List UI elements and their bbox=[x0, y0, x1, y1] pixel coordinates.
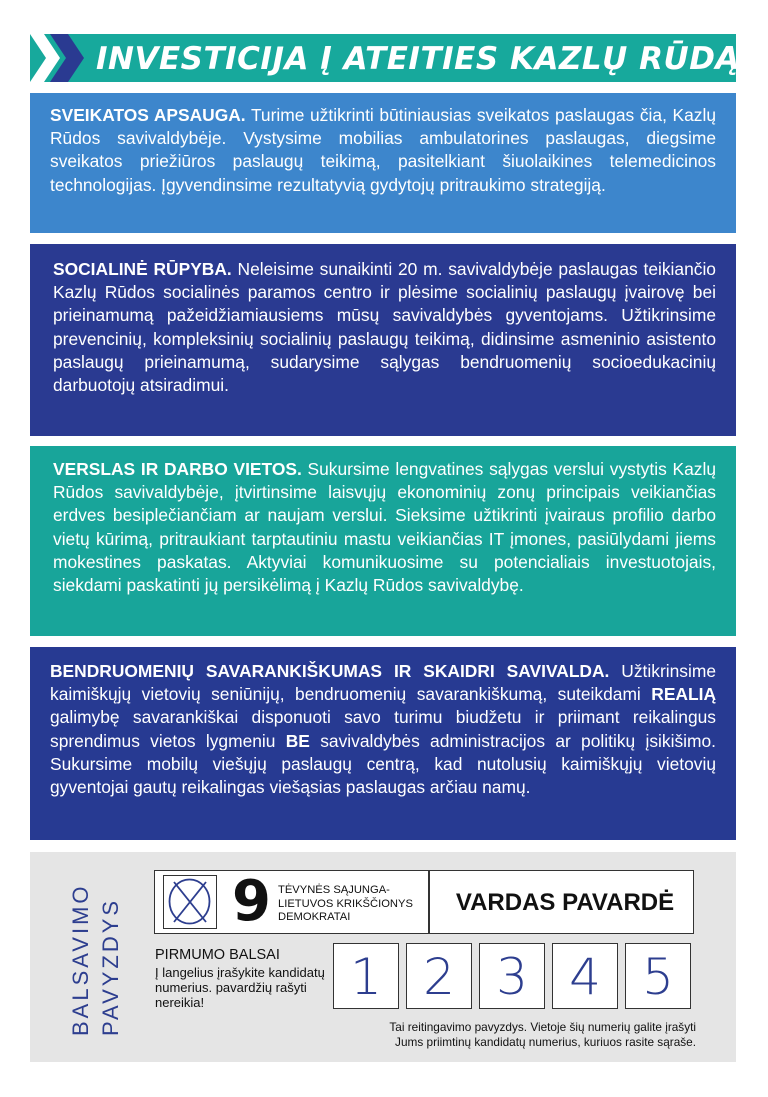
ranking-note-line1: Tai reitingavimo pavyzdys. Vietoje šių numerių galite įrašyti bbox=[389, 1020, 696, 1034]
section-health-text bbox=[30, 93, 736, 197]
party-name bbox=[278, 884, 413, 925]
rank-number: 5 bbox=[642, 948, 674, 1006]
section-business bbox=[30, 446, 736, 636]
section-heading: SVEIKATOS APSAUGA. bbox=[50, 105, 246, 125]
section-social bbox=[30, 244, 736, 436]
party-number: 9 bbox=[232, 869, 271, 934]
vertical-label-line2: PAVYZDYS bbox=[98, 897, 123, 1036]
first-votes-title: PIRMUMO BALSAI bbox=[155, 947, 280, 963]
party-name-line2: LIETUVOS KRIKŠČIONYS bbox=[278, 897, 413, 910]
rank-box-1 bbox=[333, 943, 399, 1009]
ranking-note bbox=[330, 1020, 696, 1050]
ballot-vertical-label bbox=[38, 876, 138, 1041]
rank-box-4 bbox=[552, 943, 618, 1009]
section-heading: VERSLAS IR DARBO VIETOS. bbox=[53, 459, 302, 479]
section-heading: BENDRUOMENIŲ SAVARANKIŠKUMAS IR SKAIDRI SAVIVALDA. bbox=[50, 661, 610, 681]
vertical-label-line1: BALSAVIMO bbox=[68, 883, 93, 1036]
x-mark-in-circle-icon bbox=[164, 876, 215, 927]
section-social-text bbox=[30, 244, 736, 397]
section-business-text bbox=[30, 446, 736, 597]
rank-box-3 bbox=[479, 943, 545, 1009]
section-community-text bbox=[30, 647, 736, 799]
section-health bbox=[30, 93, 736, 233]
rank-number: 4 bbox=[569, 948, 601, 1006]
section-body: Neleisime sunaikinti 20 m. savivaldybėje paslaugas teikiančio Kazlų Rūdos socialinės paramos centro ir plėsime socialinių paslaugų įvairovę bei prieinamumą pažeidžiamiausiems mūsų savivaldybės gyventojams. Užtikrinsime prevencinių, kompleksinių socialinių paslaugų teikimą, didinsime asmeninio asistento paslaugų prieinamumą, sudarysime sąlygas bendruomenių socioedukacinių darbuotojų atsiradimui. bbox=[53, 259, 716, 396]
candidate-name: VARDAS PAVARDĖ bbox=[455, 889, 675, 916]
section-heading: SOCIALINĖ RŪPYBA. bbox=[53, 259, 232, 279]
ballot-mark-box bbox=[163, 875, 217, 929]
rank-number: 3 bbox=[496, 948, 528, 1006]
section-body-part: savivaldybės administracijos ar politikų įsikišimo. Sukursime mobilų viešųjų paslaugų centrą, kad nutolusių kaimiškųjų vietovių gyventojai gautų reikalingas viešąsias paslaugas arčiau namų. bbox=[50, 730, 716, 798]
ranking-note-line2: Jums priimtinų kandidatų numerius, kuriuos rasite sąraše. bbox=[395, 1035, 696, 1049]
party-name-line3: DEMOKRATAI bbox=[278, 911, 351, 923]
section-emphasis: BE bbox=[285, 730, 310, 751]
rank-number: 1 bbox=[350, 948, 382, 1006]
first-votes-instruction: Į langelius įrašykite kandidatų numerius. pavardžių rašyti nereikia! bbox=[155, 965, 325, 1010]
section-body-part: galimybę savarankiškai disponuoti savo turimu biudžetu ir priimant reikalingus sprendimus vietos lygmeniu bbox=[50, 707, 716, 751]
section-community bbox=[30, 647, 736, 840]
double-chevron-right-icon bbox=[30, 34, 90, 82]
rank-number: 2 bbox=[423, 948, 455, 1006]
row-divider bbox=[428, 870, 430, 934]
section-body-part: Užtikrinsime kaimiškųjų vietovių seniūnijų, bendruomenių savarankiškumą, suteikdami bbox=[50, 661, 716, 705]
rank-box-2 bbox=[406, 943, 472, 1009]
section-body: Sukursime lengvatines sąlygas verslui vystytis Kazlų Rūdos savivaldybėje, įtvirtinsime laisvųjų ekonominių zonų principais veikiančias erdves besiplečiančiam ar naujam verslui. Sieksime užtikrinti įvairaus profilio darbo vietų kūrimą, pritraukiant tarptautiniu mastu veikiančias IT įmones, pasiūlydami jiems mokestines paskatas. Aktyviai komunikuosime su potencialiais investuotojais, siekdami paskatinti jų persikėlimą į Kazlų Rūdos savivaldybę. bbox=[53, 459, 716, 596]
party-name-line1: TĖVYNĖS SĄJUNGA- bbox=[278, 884, 390, 896]
rank-box-5 bbox=[625, 943, 691, 1009]
page-title: INVESTICIJA Į ATEITIES KAZLŲ RŪDĄ bbox=[96, 41, 740, 77]
section-emphasis: REALIĄ bbox=[651, 684, 716, 705]
section-body: Turime užtikrinti būtiniausias sveikatos paslaugas čia, Kazlų Rūdos savivaldybėje. Vystysime mobilias ambulatorines paslaugas, diegsime sveikatos priežiūros paslaugų teikimą, pasitelkiant šiuolaikines telemedicinos technologijas. Įgyvendinsime rezultatyvią gydytojų pritraukimo strategiją. bbox=[50, 105, 717, 195]
